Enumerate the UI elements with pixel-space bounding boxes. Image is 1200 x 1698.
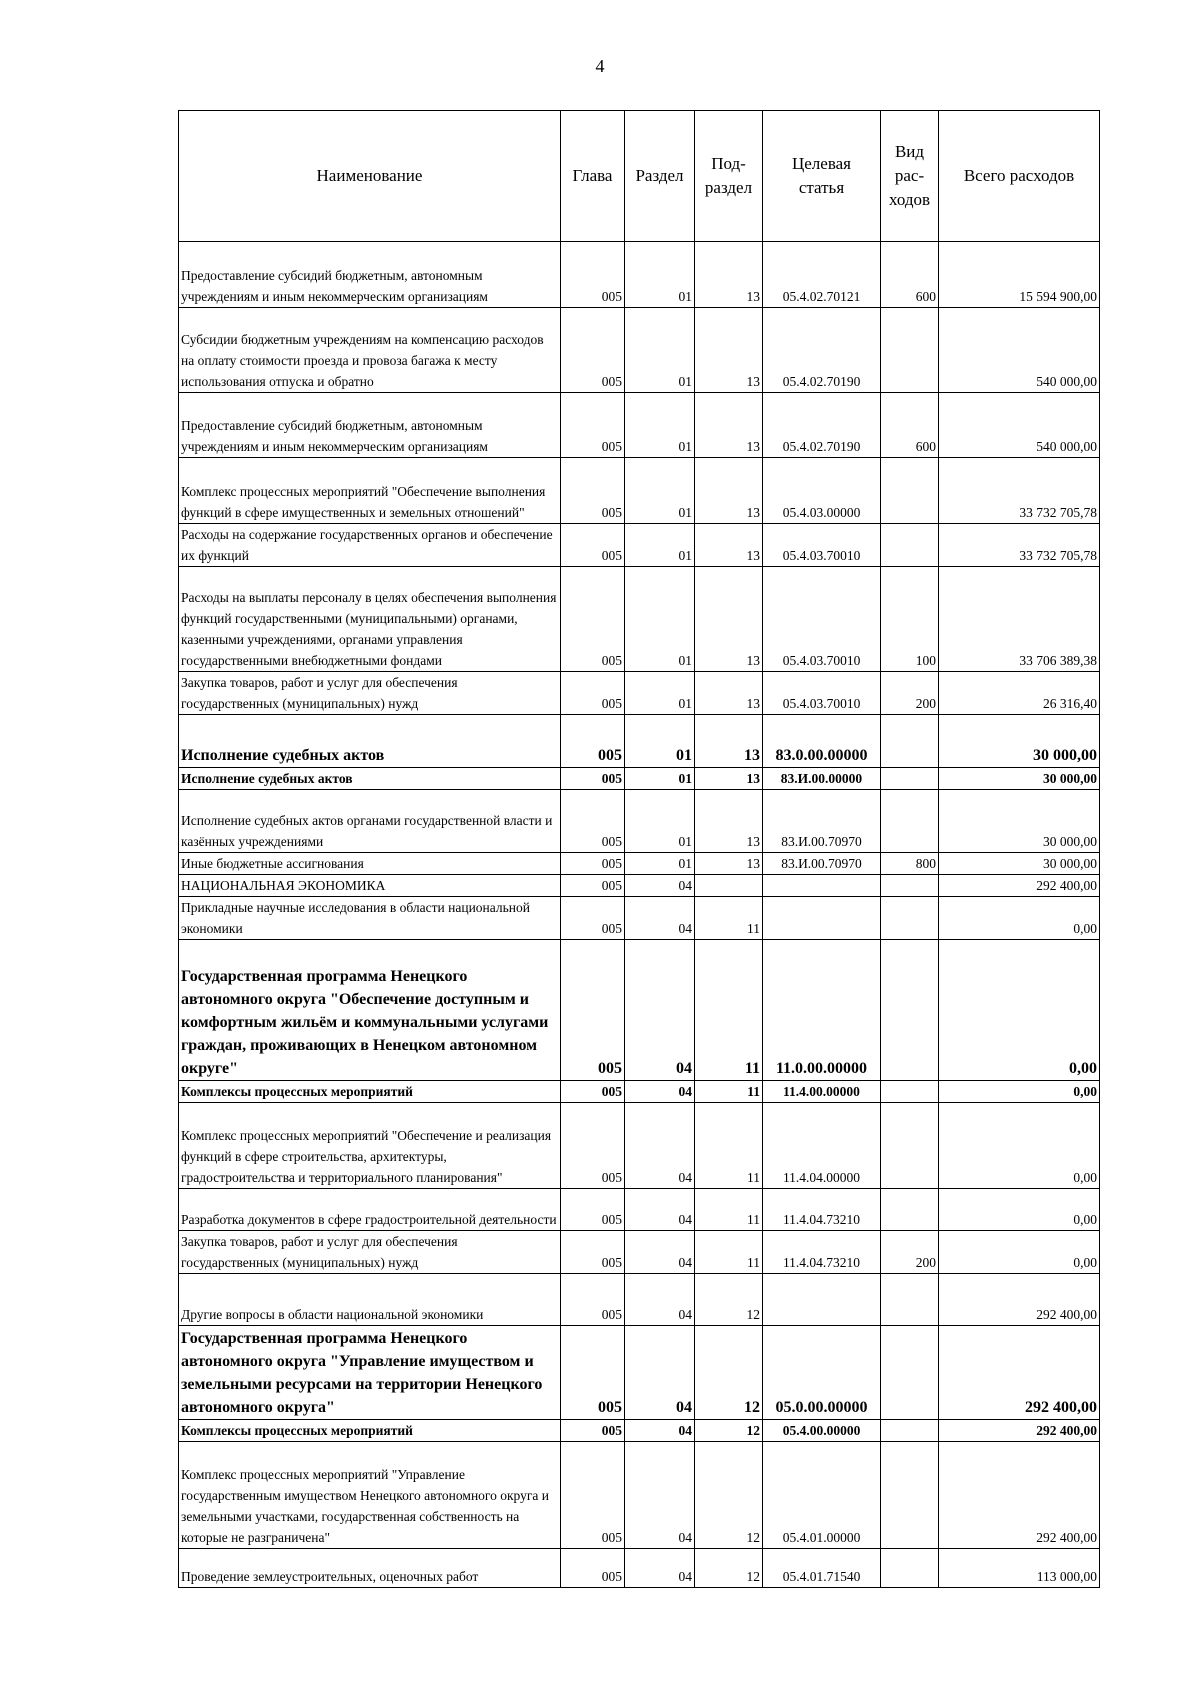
- header-celevaya: Целевая статья: [763, 111, 881, 242]
- table-row: [179, 790, 1100, 853]
- cell-razdel: 04: [625, 1549, 695, 1588]
- cell-vid: [881, 458, 939, 524]
- header-total: Всего расходов: [939, 111, 1100, 242]
- table-row: [179, 715, 1100, 768]
- cell-total: 30 000,00: [939, 715, 1100, 768]
- cell-podrazdel: 13: [695, 308, 763, 393]
- cell-celevaya: 05.4.03.70010: [763, 524, 881, 567]
- cell-total: 33 706 389,38: [939, 567, 1100, 672]
- cell-total: 15 594 900,00: [939, 242, 1100, 308]
- cell-razdel: 04: [625, 1442, 695, 1549]
- cell-razdel: 01: [625, 715, 695, 768]
- cell-vid: [881, 1274, 939, 1326]
- cell-podrazdel: 12: [695, 1274, 763, 1326]
- cell-celevaya: 05.4.00.00000: [763, 1420, 881, 1442]
- cell-vid: [881, 875, 939, 897]
- cell-glava: 005: [561, 1442, 625, 1549]
- cell-razdel: 04: [625, 1326, 695, 1420]
- cell-name: Расходы на выплаты персоналу в целях обеспечения выполнения функций государственными (муниципальными) органами, казенными учреждениями, органами управления государственными внебюджетными фондами: [179, 567, 561, 672]
- cell-glava: 005: [561, 393, 625, 458]
- cell-glava: 005: [561, 1231, 625, 1274]
- cell-celevaya: 11.4.00.00000: [763, 1081, 881, 1103]
- cell-razdel: 04: [625, 1103, 695, 1189]
- cell-vid: [881, 1326, 939, 1420]
- cell-vid: [881, 1420, 939, 1442]
- cell-celevaya: 05.4.01.71540: [763, 1549, 881, 1588]
- table-row: [179, 672, 1100, 715]
- table-row: [179, 1189, 1100, 1231]
- cell-vid: [881, 768, 939, 790]
- cell-razdel: 04: [625, 940, 695, 1081]
- cell-vid: [881, 790, 939, 853]
- cell-total: 540 000,00: [939, 308, 1100, 393]
- cell-total: 26 316,40: [939, 672, 1100, 715]
- cell-celevaya: 05.4.03.70010: [763, 567, 881, 672]
- cell-vid: [881, 940, 939, 1081]
- cell-glava: 005: [561, 567, 625, 672]
- cell-glava: 005: [561, 1189, 625, 1231]
- cell-name: Исполнение судебных актов: [179, 768, 561, 790]
- cell-razdel: 04: [625, 875, 695, 897]
- table-row: [179, 567, 1100, 672]
- cell-total: 113 000,00: [939, 1549, 1100, 1588]
- cell-vid: 200: [881, 1231, 939, 1274]
- cell-podrazdel: 11: [695, 1081, 763, 1103]
- cell-razdel: 01: [625, 853, 695, 875]
- cell-celevaya: 11.4.04.73210: [763, 1189, 881, 1231]
- table-row: [179, 1081, 1100, 1103]
- cell-razdel: 04: [625, 1231, 695, 1274]
- cell-glava: 005: [561, 1274, 625, 1326]
- cell-razdel: 04: [625, 897, 695, 940]
- cell-podrazdel: 13: [695, 790, 763, 853]
- cell-total: 540 000,00: [939, 393, 1100, 458]
- cell-total: 292 400,00: [939, 1420, 1100, 1442]
- table-row: [179, 242, 1100, 308]
- cell-celevaya: 83.0.00.00000: [763, 715, 881, 768]
- page-number: 4: [595, 56, 605, 76]
- cell-celevaya: 05.4.02.70190: [763, 393, 881, 458]
- cell-glava: 005: [561, 672, 625, 715]
- cell-vid: 600: [881, 242, 939, 308]
- cell-total: 292 400,00: [939, 1326, 1100, 1420]
- cell-razdel: 01: [625, 768, 695, 790]
- table-row: [179, 393, 1100, 458]
- cell-podrazdel: 12: [695, 1420, 763, 1442]
- cell-total: 33 732 705,78: [939, 458, 1100, 524]
- cell-glava: 005: [561, 1420, 625, 1442]
- table-row: [179, 1103, 1100, 1189]
- cell-razdel: 01: [625, 790, 695, 853]
- cell-vid: [881, 308, 939, 393]
- cell-podrazdel: 13: [695, 242, 763, 308]
- cell-total: 0,00: [939, 940, 1100, 1081]
- header-podrazdel: Под- раздел: [695, 111, 763, 242]
- cell-glava: 005: [561, 1549, 625, 1588]
- cell-name: Иные бюджетные ассигнования: [179, 853, 561, 875]
- cell-vid: 100: [881, 567, 939, 672]
- cell-name: Государственная программа Ненецкого автономного округа "Обеспечение доступным и комфортным жильём и коммунальными услугами граждан, проживающих в Ненецком автономном округе": [179, 940, 561, 1081]
- cell-podrazdel: 11: [695, 1103, 763, 1189]
- cell-name: Комплекс процессных мероприятий "Обеспечение выполнения функций в сфере имущественных и земельных отношений": [179, 458, 561, 524]
- table-row: [179, 853, 1100, 875]
- cell-razdel: 01: [625, 567, 695, 672]
- cell-podrazdel: 12: [695, 1549, 763, 1588]
- cell-glava: 005: [561, 1081, 625, 1103]
- header-row: [179, 111, 1100, 242]
- cell-razdel: 04: [625, 1189, 695, 1231]
- header-razdel: Раздел: [625, 111, 695, 242]
- cell-podrazdel: 11: [695, 1231, 763, 1274]
- cell-total: 0,00: [939, 1103, 1100, 1189]
- cell-vid: 600: [881, 393, 939, 458]
- cell-razdel: 01: [625, 308, 695, 393]
- cell-celevaya: 83.И.00.70970: [763, 790, 881, 853]
- cell-glava: 005: [561, 1326, 625, 1420]
- cell-glava: 005: [561, 458, 625, 524]
- cell-name: Субсидии бюджетным учреждениям на компенсацию расходов на оплату стоимости проезда и провоза багажа к месту использования отпуска и обратно: [179, 308, 561, 393]
- cell-total: 33 732 705,78: [939, 524, 1100, 567]
- cell-total: 0,00: [939, 897, 1100, 940]
- cell-vid: [881, 715, 939, 768]
- cell-vid: [881, 897, 939, 940]
- header-name: Наименование: [179, 111, 561, 242]
- cell-total: 0,00: [939, 1231, 1100, 1274]
- cell-name: Разработка документов в сфере градостроительной деятельности: [179, 1189, 561, 1231]
- cell-podrazdel: 13: [695, 715, 763, 768]
- cell-celevaya: [763, 897, 881, 940]
- cell-podrazdel: 13: [695, 393, 763, 458]
- cell-vid: [881, 1189, 939, 1231]
- cell-name: Комплекс процессных мероприятий "Обеспечение и реализация функций в сфере строительства, архитектуры, градостроительства и территориального планирования": [179, 1103, 561, 1189]
- cell-podrazdel: 13: [695, 672, 763, 715]
- cell-vid: 200: [881, 672, 939, 715]
- cell-podrazdel: 13: [695, 768, 763, 790]
- cell-vid: [881, 524, 939, 567]
- cell-total: 30 000,00: [939, 790, 1100, 853]
- cell-celevaya: [763, 875, 881, 897]
- cell-podrazdel: 11: [695, 940, 763, 1081]
- cell-name: Прикладные научные исследования в области национальной экономики: [179, 897, 561, 940]
- cell-razdel: 04: [625, 1274, 695, 1326]
- cell-podrazdel: 12: [695, 1326, 763, 1420]
- cell-razdel: 04: [625, 1420, 695, 1442]
- table-row: [179, 458, 1100, 524]
- cell-celevaya: 05.4.02.70121: [763, 242, 881, 308]
- cell-total: 292 400,00: [939, 1442, 1100, 1549]
- cell-total: 292 400,00: [939, 875, 1100, 897]
- cell-name: Проведение землеустроительных, оценочных работ: [179, 1549, 561, 1588]
- cell-name: Государственная программа Ненецкого автономного округа "Управление имуществом и земельными ресурсами на территории Ненецкого автономного округа": [179, 1326, 561, 1420]
- table-row: [179, 308, 1100, 393]
- cell-name: Закупка товаров, работ и услуг для обеспечения государственных (муниципальных) нужд: [179, 672, 561, 715]
- cell-celevaya: 05.4.02.70190: [763, 308, 881, 393]
- cell-name: Другие вопросы в области национальной экономики: [179, 1274, 561, 1326]
- cell-glava: 005: [561, 768, 625, 790]
- table-row: [179, 1549, 1100, 1588]
- cell-celevaya: 11.0.00.00000: [763, 940, 881, 1081]
- cell-total: 30 000,00: [939, 853, 1100, 875]
- cell-razdel: 01: [625, 393, 695, 458]
- table-row: [179, 524, 1100, 567]
- table-row: [179, 897, 1100, 940]
- header-vid: Вид рас- ходов: [881, 111, 939, 242]
- cell-podrazdel: 12: [695, 1442, 763, 1549]
- cell-celevaya: [763, 1274, 881, 1326]
- cell-podrazdel: 13: [695, 524, 763, 567]
- cell-celevaya: 11.4.04.00000: [763, 1103, 881, 1189]
- table-row: [179, 1274, 1100, 1326]
- cell-podrazdel: 13: [695, 458, 763, 524]
- cell-podrazdel: [695, 875, 763, 897]
- cell-vid: 800: [881, 853, 939, 875]
- cell-total: 0,00: [939, 1081, 1100, 1103]
- cell-name: Комплекс процессных мероприятий "Управление государственным имуществом Ненецкого автономного округа и земельными участками, государственная собственность на которые не разграничена": [179, 1442, 561, 1549]
- cell-name: Комплексы процессных мероприятий: [179, 1420, 561, 1442]
- cell-celevaya: 05.4.03.00000: [763, 458, 881, 524]
- cell-name: Расходы на содержание государственных органов и обеспечение их функций: [179, 524, 561, 567]
- table-row: [179, 768, 1100, 790]
- cell-glava: 005: [561, 875, 625, 897]
- cell-glava: 005: [561, 524, 625, 567]
- cell-glava: 005: [561, 1103, 625, 1189]
- cell-name: Исполнение судебных актов: [179, 715, 561, 768]
- table-row: [179, 940, 1100, 1081]
- cell-name: НАЦИОНАЛЬНАЯ ЭКОНОМИКА: [179, 875, 561, 897]
- cell-razdel: 01: [625, 242, 695, 308]
- cell-glava: 005: [561, 790, 625, 853]
- cell-podrazdel: 11: [695, 897, 763, 940]
- table-row: [179, 875, 1100, 897]
- header-glava: Глава: [561, 111, 625, 242]
- cell-celevaya: 83.И.00.00000: [763, 768, 881, 790]
- cell-razdel: 01: [625, 458, 695, 524]
- cell-celevaya: 05.4.03.70010: [763, 672, 881, 715]
- cell-vid: [881, 1103, 939, 1189]
- table-row: [179, 1231, 1100, 1274]
- cell-name: Комплексы процессных мероприятий: [179, 1081, 561, 1103]
- cell-name: Предоставление субсидий бюджетным, автономным учреждениям и иным некоммерческим организациям: [179, 393, 561, 458]
- cell-vid: [881, 1081, 939, 1103]
- cell-glava: 005: [561, 715, 625, 768]
- cell-podrazdel: 13: [695, 567, 763, 672]
- cell-total: 0,00: [939, 1189, 1100, 1231]
- cell-vid: [881, 1549, 939, 1588]
- cell-glava: 005: [561, 308, 625, 393]
- cell-celevaya: 05.0.00.00000: [763, 1326, 881, 1420]
- cell-celevaya: 05.4.01.00000: [763, 1442, 881, 1549]
- table-row: [179, 1420, 1100, 1442]
- table-row: [179, 1326, 1100, 1420]
- cell-glava: 005: [561, 897, 625, 940]
- cell-glava: 005: [561, 853, 625, 875]
- budget-table: [178, 110, 1100, 1588]
- cell-name: Предоставление субсидий бюджетным, автономным учреждениям и иным некоммерческим организациям: [179, 242, 561, 308]
- cell-razdel: 04: [625, 1081, 695, 1103]
- cell-celevaya: 11.4.04.73210: [763, 1231, 881, 1274]
- cell-name: Исполнение судебных актов органами государственной власти и казённых учреждениями: [179, 790, 561, 853]
- cell-razdel: 01: [625, 672, 695, 715]
- cell-total: 30 000,00: [939, 768, 1100, 790]
- cell-vid: [881, 1442, 939, 1549]
- cell-glava: 005: [561, 242, 625, 308]
- table-row: [179, 1442, 1100, 1549]
- cell-name: Закупка товаров, работ и услуг для обеспечения государственных (муниципальных) нужд: [179, 1231, 561, 1274]
- cell-razdel: 01: [625, 524, 695, 567]
- cell-podrazdel: 11: [695, 1189, 763, 1231]
- cell-podrazdel: 13: [695, 853, 763, 875]
- cell-total: 292 400,00: [939, 1274, 1100, 1326]
- cell-glava: 005: [561, 940, 625, 1081]
- cell-celevaya: 83.И.00.70970: [763, 853, 881, 875]
